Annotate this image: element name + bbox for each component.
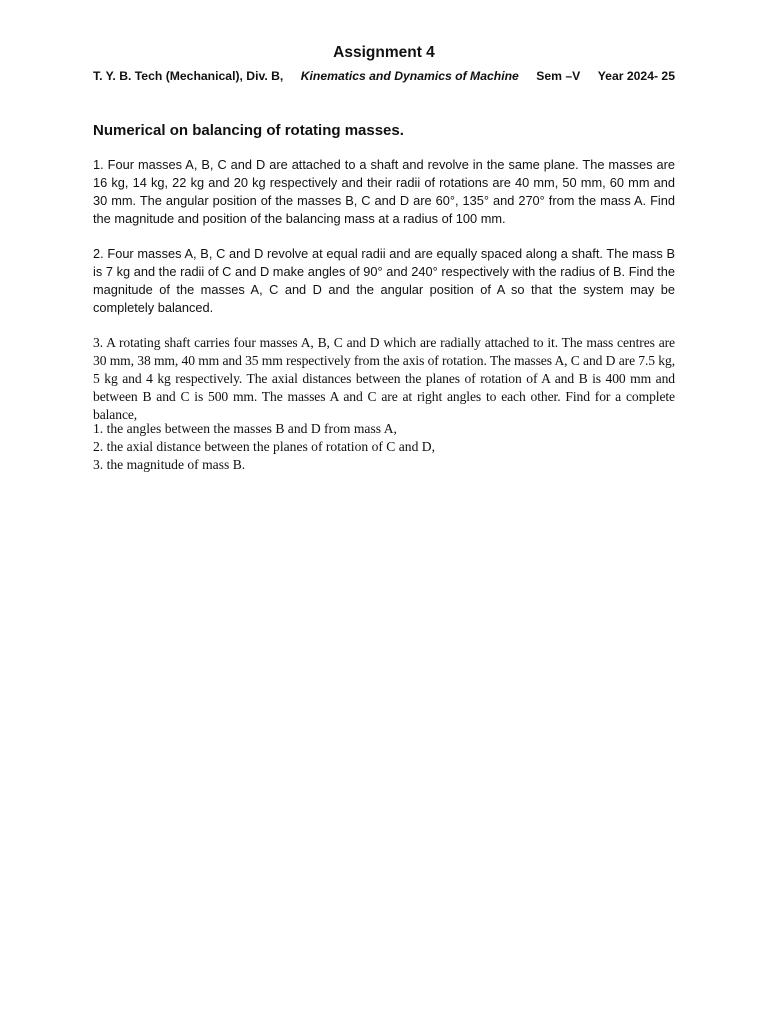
course-info-line bbox=[93, 69, 675, 83]
question-1: 1. Four masses A, B, C and D are attached to a shaft and revolve in the same plane. The masses are 16 kg, 14 kg, 22 kg and 20 kg respectively and their radii of rotations are 40 mm, 50 mm, 60 mm and 30 mm. The angular position of the masses B, C and D are 60°, 135° and 270° from the mass A. Find the magnitude and position of the balancing mass at a radius of 100 mm. bbox=[93, 157, 675, 226]
question-2: 2. Four masses A, B, C and D revolve at equal radii and are equally spaced along a shaft. The mass B is 7 kg and the radii of C and D make angles of 90° and 240° respectively with the radius of B. Find the magnitude of the masses A, C and D and the angular position of A so that the system may be completely balanced. bbox=[93, 246, 675, 315]
question-3: 3. A rotating shaft carries four masses A, B, C and D which are radially attached to it. The mass centres are 30 mm, 38 mm, 40 mm and 35 mm respectively from the axis of rotation. The masses A, C and D are 7.5 kg, 5 kg and 4 kg respectively. The axial distances between the planes of rotation of A and B is 400 mm and between B and C is 500 mm. The masses A and C are at right angles to each other. Find for a complete balance, bbox=[93, 335, 675, 422]
list-item: 3. the magnitude of mass B. bbox=[93, 457, 246, 472]
semester: Sem –V bbox=[536, 69, 581, 83]
course-info: T. Y. B. Tech (Mechanical), Div. B, bbox=[93, 69, 284, 83]
list-item: 2. the axial distance between the planes of rotation of C and D, bbox=[93, 439, 436, 454]
question-3-sub-list bbox=[93, 420, 435, 474]
academic-year: Year 2024- 25 bbox=[597, 69, 675, 83]
section-heading: Numerical on balancing of rotating masses. bbox=[93, 122, 404, 139]
subject-name: Kinematics and Dynamics of Machine bbox=[300, 69, 519, 83]
document-title: Assignment 4 bbox=[333, 44, 435, 61]
list-item: 1. the angles between the masses B and D from mass A, bbox=[93, 421, 397, 436]
